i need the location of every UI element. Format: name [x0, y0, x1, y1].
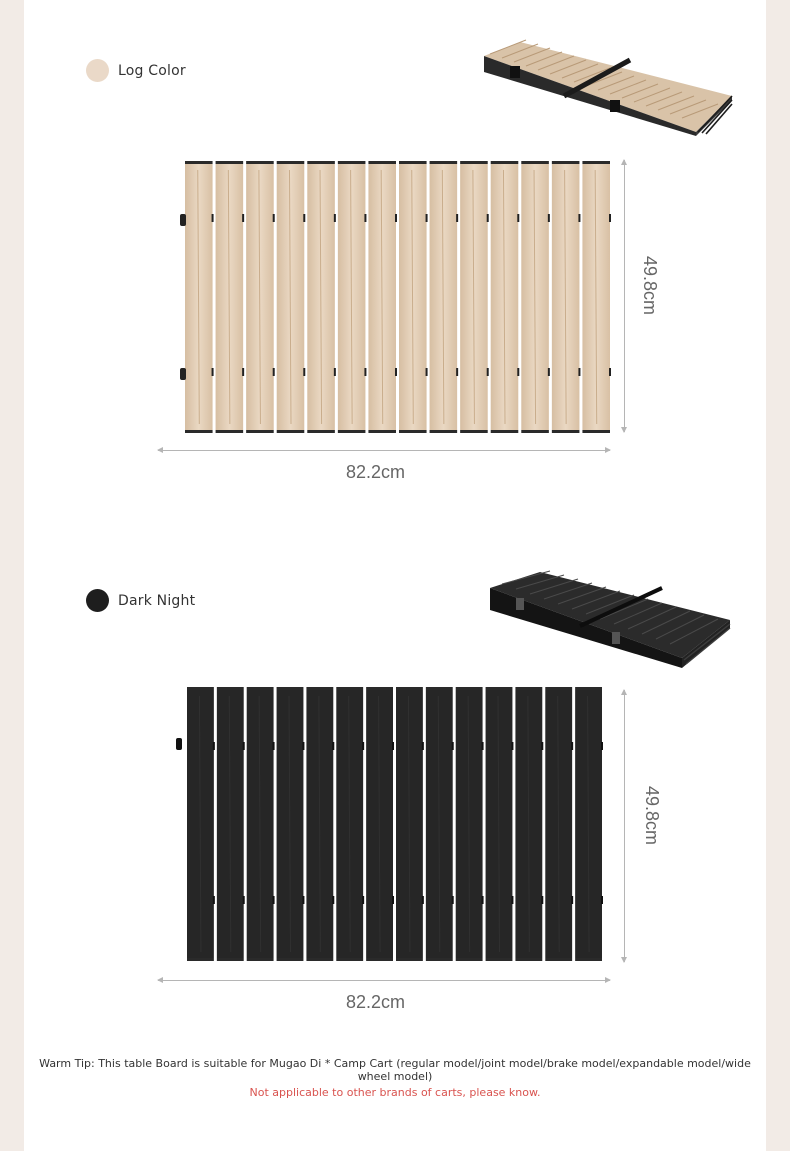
hinge-clip [571, 896, 573, 904]
slat-cap [396, 958, 423, 961]
side-knob [176, 738, 182, 750]
hinge-clip [303, 214, 305, 222]
hinge-clip [273, 368, 275, 376]
slat-cap [338, 430, 366, 433]
slat-cap [575, 687, 602, 690]
hinge-clip [362, 742, 364, 750]
hinge-clip [548, 368, 550, 376]
hinge-clip [609, 368, 611, 376]
hinge-clip [213, 742, 215, 750]
compatibility-tip: Warm Tip: This table Board is suitable for Mugao Di * Camp Cart (regular model/joint model/brake model/expandable model/wide wheel model) [39, 1057, 751, 1083]
slat-cap [430, 430, 458, 433]
hinge-clip [395, 368, 397, 376]
hinge-clip [273, 896, 275, 904]
hinge-clip [332, 742, 334, 750]
width-dimension-line [158, 450, 610, 451]
slat-cap [217, 687, 244, 690]
hinge-clip [213, 896, 215, 904]
slat-cap [187, 958, 214, 961]
hinge-clip [511, 742, 513, 750]
hinge-clip [601, 742, 603, 750]
slat-cap [552, 161, 580, 164]
hinge-clip [273, 214, 275, 222]
height-dimension-label-2: 49.8cm [642, 786, 662, 846]
hinge-clip [273, 742, 275, 750]
hinge-clip [517, 368, 519, 376]
hinge-clip [452, 742, 454, 750]
hinge-clip [456, 368, 458, 376]
hinge-clip [571, 742, 573, 750]
hinge-clip [302, 742, 304, 750]
log-color-swatch [86, 59, 109, 82]
hinge-clip [482, 896, 484, 904]
hinge-clip [392, 742, 394, 750]
slat-cap [216, 430, 244, 433]
slat-cap [366, 687, 393, 690]
slat-cap [277, 430, 305, 433]
black-board-image [152, 686, 612, 962]
slat-cap [545, 958, 572, 961]
slat-cap [307, 430, 335, 433]
folded-black-board-image [486, 568, 744, 672]
hinge-clip [426, 368, 428, 376]
hinge-clip [212, 368, 214, 376]
hinge-clip [609, 214, 611, 222]
slat-cap [306, 958, 333, 961]
dark-night-swatch [86, 589, 109, 612]
slat-cap [460, 430, 488, 433]
hinge-clip [426, 214, 428, 222]
hinge-clip [601, 896, 603, 904]
hinge-clip [364, 368, 366, 376]
hinge-clip [511, 896, 513, 904]
hinge-clip [452, 896, 454, 904]
slat-cap [486, 687, 513, 690]
hinge-clip [578, 368, 580, 376]
width-dimension-label-2: 82.2cm [346, 992, 406, 1012]
hinge-clip [212, 214, 214, 222]
slat-cap [545, 687, 572, 690]
slat-cap [575, 958, 602, 961]
slat-cap [515, 958, 542, 961]
width-dimension-line-2 [158, 980, 610, 981]
slat-cap [582, 161, 610, 164]
slat-cap [277, 687, 304, 690]
log-color-label: Log Color [118, 62, 186, 79]
slat-cap [456, 687, 483, 690]
wood-board-image [158, 158, 612, 434]
folded-wood-board-image [480, 36, 736, 140]
variant-log-color [86, 59, 186, 82]
slat-cap [396, 687, 423, 690]
side-knob [180, 368, 186, 380]
slat-cap [338, 161, 366, 164]
hinge-clip [334, 368, 336, 376]
slat-cap [515, 687, 542, 690]
hinge-clip [392, 896, 394, 904]
slat-cap [307, 161, 335, 164]
slat-cap [426, 687, 453, 690]
side-knob [180, 214, 186, 226]
slat-cap [185, 161, 213, 164]
slat-cap [456, 958, 483, 961]
hinge-clip [548, 214, 550, 222]
hinge-clip [487, 368, 489, 376]
slat-cap [486, 958, 513, 961]
dark-night-label: Dark Night [118, 592, 196, 609]
slat-cap [306, 687, 333, 690]
compatibility-warning: Not applicable to other brands of carts, please know. [249, 1086, 541, 1099]
slat-cap [521, 161, 549, 164]
hinge-clip [578, 214, 580, 222]
slat-cap [277, 161, 305, 164]
slat-cap [187, 687, 214, 690]
hinge-clip [362, 896, 364, 904]
hinge-clip [456, 214, 458, 222]
variant-dark-night [86, 589, 195, 612]
slat-cap [491, 430, 519, 433]
hinge-clip [302, 896, 304, 904]
slat-cap [426, 958, 453, 961]
slat-cap [336, 687, 363, 690]
slat-cap [217, 958, 244, 961]
hinge-clip [364, 214, 366, 222]
hinge-clip [243, 742, 245, 750]
hinge-clip [517, 214, 519, 222]
slat-cap [399, 161, 427, 164]
slat-cap [582, 430, 610, 433]
hinge-clip [487, 214, 489, 222]
product-detail-page [24, 0, 766, 1151]
slat-cap [277, 958, 304, 961]
slat-cap [366, 958, 393, 961]
slat-cap [247, 958, 274, 961]
hinge-clip [303, 368, 305, 376]
hinge-clip [422, 896, 424, 904]
slat-cap [552, 430, 580, 433]
slat-cap [368, 161, 396, 164]
slat-cap [430, 161, 458, 164]
slat-cap [368, 430, 396, 433]
hinge-clip [422, 742, 424, 750]
slat-cap [185, 430, 213, 433]
height-dimension-line-2 [624, 690, 625, 962]
hinge-clip [243, 896, 245, 904]
hinge-clip [242, 368, 244, 376]
hinge-clip [482, 742, 484, 750]
slat-cap [521, 430, 549, 433]
hinge-clip [541, 896, 543, 904]
height-dimension-line [624, 160, 625, 432]
slat-cap [247, 687, 274, 690]
height-dimension-label: 49.8cm [640, 256, 660, 316]
hinge-clip [332, 896, 334, 904]
width-dimension-label: 82.2cm [346, 462, 406, 482]
slat-cap [246, 430, 274, 433]
slat-cap [336, 958, 363, 961]
slat-cap [399, 430, 427, 433]
hinge-clip [242, 214, 244, 222]
hinge-clip [334, 214, 336, 222]
slat-cap [491, 161, 519, 164]
slat-cap [216, 161, 244, 164]
slat-cap [246, 161, 274, 164]
hinge-clip [395, 214, 397, 222]
hinge-clip [541, 742, 543, 750]
slat-cap [460, 161, 488, 164]
